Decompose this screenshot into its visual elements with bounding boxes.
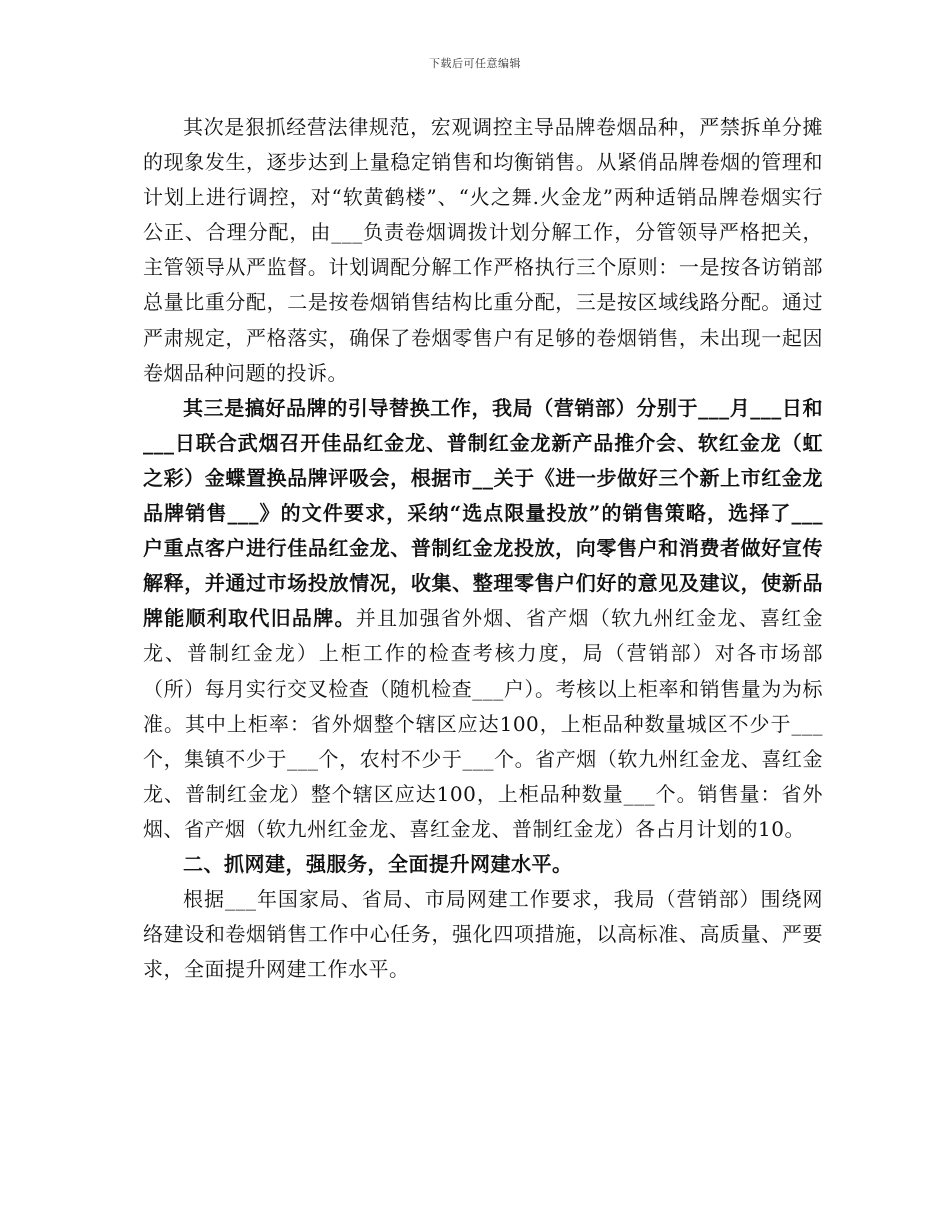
- paragraph-2-bold: 其三是搞好品牌的引导替换工作，我局（营销部）分别于___月___日和___日联合武烟召开佳品红金龙、普制红金龙新产品推介会、软红金龙（虹之彩）金蝶置换品牌评吸会，根据市__关于《进一步做好三个新上市红金龙品牌销售___》的文件要求，采纳“选点限量投放”的销售策略，选择了___户重点客户进行佳品红金龙、普制红金龙投放，向零售户和消费者做好宣传解释，并通过市场投放情况，收集、整理零售户们好的意见及建议，使新品牌能顺利取代旧品牌。: [143, 395, 823, 631]
- paragraph-2: [143, 391, 823, 847]
- paragraph-1: 其次是狠抓经营法律规范，宏观调控主导品牌卷烟品种，严禁拆单分摊的现象发生，逐步达到上量稳定销售和均衡销售。从紧俏品牌卷烟的管理和计划上进行调控，对“软黄鹤楼”、“火之舞.火金龙”两种适销品牌卷烟实行公正、合理分配，由___负责卷烟调拨计划分解工作，分管领导严格把关，主管领导从严监督。计划调配分解工作严格执行三个原则：一是按各访销部总量比重分配，二是按卷烟销售结构比重分配，三是按区域线路分配。通过严肃规定，严格落实，确保了卷烟零售户有足够的卷烟销售，未出现一起因卷烟品种问题的投诉。: [143, 115, 823, 385]
- page-header: 下载后可任意编辑: [429, 57, 521, 70]
- paragraph-2-normal: 并且加强省外烟、省产烟（软九州红金龙、喜红金龙、普制红金龙）上柜工作的检查考核力度，局（营销部）对各市场部（所）每月实行交叉检查（随机检查___户）。考核以上柜率和销售量为为标准。其中上柜率：省外烟整个辖区应达100，上柜品种数量城区不少于___个，集镇不少于___个，农村不少于___个。省产烟（软九州红金龙、喜红金龙、普制红金龙）整个辖区应达100，上柜品种数量___个。销售量：省外烟、省产烟（软九州红金龙、喜红金龙、普制红金龙）各占月计划的10。: [143, 606, 824, 841]
- document-body: [143, 110, 823, 987]
- section-heading: 二、抓网建，强服务，全面提升网建水平。: [183, 851, 573, 876]
- paragraph-3: 根据___年国家局、省局、市局网建工作要求，我局（营销部）围绕网络建设和卷烟销售工作中心任务，强化四项措施，以高标准、高质量、严要求，全面提升网建工作水平。: [143, 887, 823, 982]
